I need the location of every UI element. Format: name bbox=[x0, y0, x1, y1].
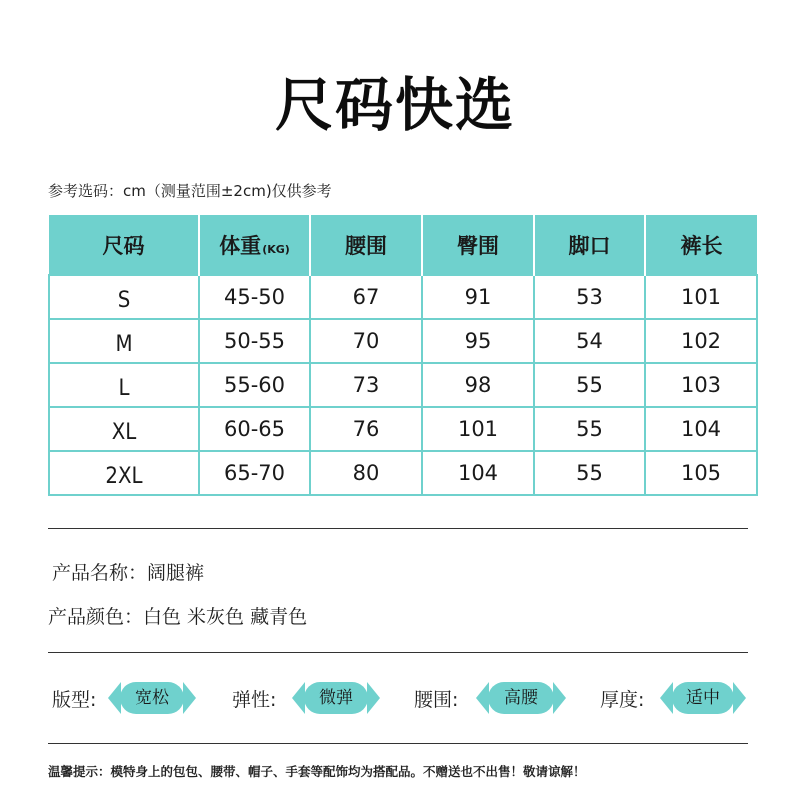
attr-label-thickness: 厚度: bbox=[600, 689, 645, 711]
cell-hip: 98 bbox=[422, 363, 534, 407]
product-colors: 产品颜色：白色 米灰色 藏青色 bbox=[48, 606, 308, 628]
table-header-row bbox=[49, 215, 757, 275]
measurement-note: 参考选码：cm（测量范围±2cm)仅供参考 bbox=[48, 182, 332, 200]
header-size: 尺码 bbox=[49, 215, 199, 275]
cell-length: 104 bbox=[645, 407, 757, 451]
cell-weight: 50-55 bbox=[199, 319, 310, 363]
attr-value-stretch: 微弹 bbox=[304, 682, 368, 714]
cell-hip: 91 bbox=[422, 275, 534, 319]
table-row bbox=[49, 407, 757, 451]
divider-top bbox=[48, 528, 748, 529]
cell-hip: 104 bbox=[422, 451, 534, 495]
header-weight: 体重(KG) bbox=[199, 215, 310, 275]
attr-label-waist: 腰围: bbox=[414, 689, 459, 711]
cell-waist: 73 bbox=[310, 363, 422, 407]
attr-value-waist: 高腰 bbox=[488, 682, 554, 714]
attr-label-fit: 版型: bbox=[52, 689, 97, 711]
cell-hem: 55 bbox=[534, 407, 645, 451]
cell-hip: 101 bbox=[422, 407, 534, 451]
header-hem: 脚口 bbox=[534, 215, 645, 275]
attr-label-stretch: 弹性: bbox=[232, 689, 277, 711]
cell-hem: 55 bbox=[534, 451, 645, 495]
product-name: 产品名称：阔腿裤 bbox=[52, 562, 205, 584]
cell-hip: 95 bbox=[422, 319, 534, 363]
attr-value-thickness: 适中 bbox=[672, 682, 734, 714]
header-length: 裤长 bbox=[645, 215, 757, 275]
table-row bbox=[49, 319, 757, 363]
cell-length: 102 bbox=[645, 319, 757, 363]
cell-size: L bbox=[49, 363, 199, 407]
cell-hem: 54 bbox=[534, 319, 645, 363]
attr-value-fit: 宽松 bbox=[120, 682, 184, 714]
cell-weight: 55-60 bbox=[199, 363, 310, 407]
cell-size: 2XL bbox=[49, 451, 199, 495]
cell-weight: 60-65 bbox=[199, 407, 310, 451]
size-chart-table bbox=[48, 215, 758, 496]
cell-weight: 45-50 bbox=[199, 275, 310, 319]
header-waist: 腰围 bbox=[310, 215, 422, 275]
cell-waist: 67 bbox=[310, 275, 422, 319]
cell-length: 101 bbox=[645, 275, 757, 319]
cell-size: XL bbox=[49, 407, 199, 451]
cell-hem: 53 bbox=[534, 275, 645, 319]
cell-weight: 65-70 bbox=[199, 451, 310, 495]
cell-length: 105 bbox=[645, 451, 757, 495]
cell-length: 103 bbox=[645, 363, 757, 407]
footer-notice: 温馨提示：模特身上的包包、腰带、帽子、手套等配饰均为搭配品。不赠送也不出售！敬请谅解！ bbox=[48, 764, 586, 779]
table-row bbox=[49, 451, 757, 495]
header-weight-unit: (KG) bbox=[262, 242, 290, 256]
table-row bbox=[49, 275, 757, 319]
cell-size: S bbox=[49, 275, 199, 319]
cell-waist: 76 bbox=[310, 407, 422, 451]
header-hip: 臀围 bbox=[422, 215, 534, 275]
page-title: 尺码快选 bbox=[274, 71, 515, 139]
cell-waist: 70 bbox=[310, 319, 422, 363]
divider-middle bbox=[48, 652, 748, 653]
cell-waist: 80 bbox=[310, 451, 422, 495]
cell-hem: 55 bbox=[534, 363, 645, 407]
table-row bbox=[49, 363, 757, 407]
divider-bottom bbox=[48, 743, 748, 744]
cell-size: M bbox=[49, 319, 199, 363]
